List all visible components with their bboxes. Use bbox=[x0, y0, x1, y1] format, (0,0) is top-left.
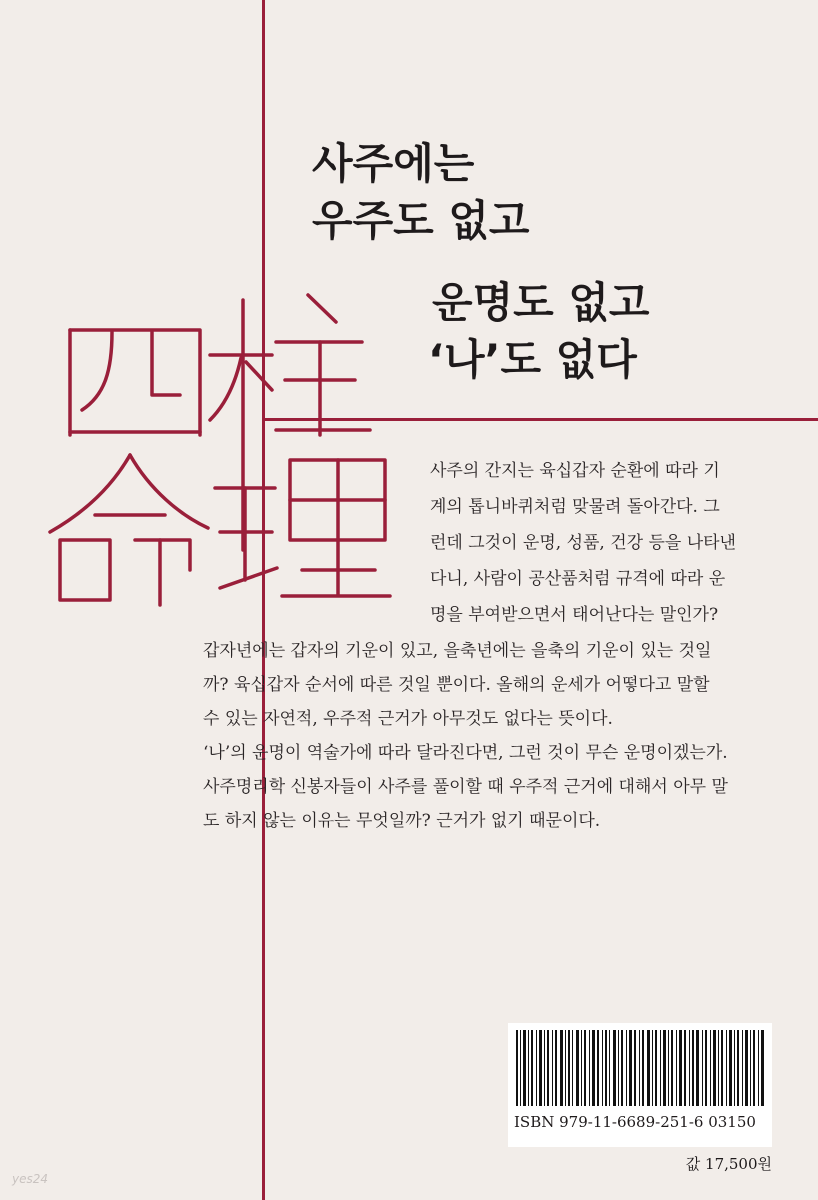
body-line-10: 사주명리학 신봉자들이 사주를 풀이할 때 우주적 근거에 대해서 아무 말 bbox=[203, 777, 728, 797]
body-line-3: 런데 그것이 운명, 성품, 건강 등을 나타낸 bbox=[430, 533, 736, 553]
body-line-8: 수 있는 자연적, 우주적 근거가 아무것도 없다는 뜻이다. bbox=[203, 709, 613, 729]
barcode-icon bbox=[514, 1030, 766, 1106]
body-line-2: 계의 톱니바퀴처럼 맞물려 돌아간다. 그 bbox=[430, 497, 720, 517]
body-line-11: 도 하지 않는 이유는 무엇일까? 근거가 없기 때문이다. bbox=[203, 811, 601, 831]
body-line-5: 명을 부여받으면서 태어난다는 말인가? bbox=[430, 605, 719, 625]
body-line-4: 다니, 사람이 공산품처럼 규격에 따라 운 bbox=[430, 569, 726, 589]
headline-line-1: 사주에는 bbox=[312, 139, 475, 188]
price-label: 값 17,500원 bbox=[685, 1155, 772, 1173]
headline-line-3: 운명도 없고 bbox=[432, 278, 650, 327]
watermark: yes24 bbox=[12, 1172, 49, 1186]
body-line-7: 까? 육십갑자 순서에 따른 것일 뿐이다. 올해의 운세가 어떻다고 말할 bbox=[203, 675, 710, 695]
headline-line-4: ‘나’도 없다 bbox=[428, 335, 637, 384]
body-line-1: 사주의 간지는 육십갑자 순환에 따라 기 bbox=[430, 461, 720, 481]
headline-line-2: 우주도 없고 bbox=[312, 196, 530, 245]
body-line-6: 갑자년에는 갑자의 기운이 있고, 을축년에는 을축의 기운이 있는 것일 bbox=[203, 641, 712, 661]
body-line-9: ‘나’의 운명이 역술가에 따라 달라진다면, 그런 것이 무슨 운명이겠는가. bbox=[203, 743, 728, 763]
barcode-panel bbox=[508, 1023, 772, 1147]
isbn-number: ISBN 979-11-6689-251-6 03150 bbox=[514, 1113, 756, 1131]
hanja-title-logo bbox=[40, 270, 400, 610]
